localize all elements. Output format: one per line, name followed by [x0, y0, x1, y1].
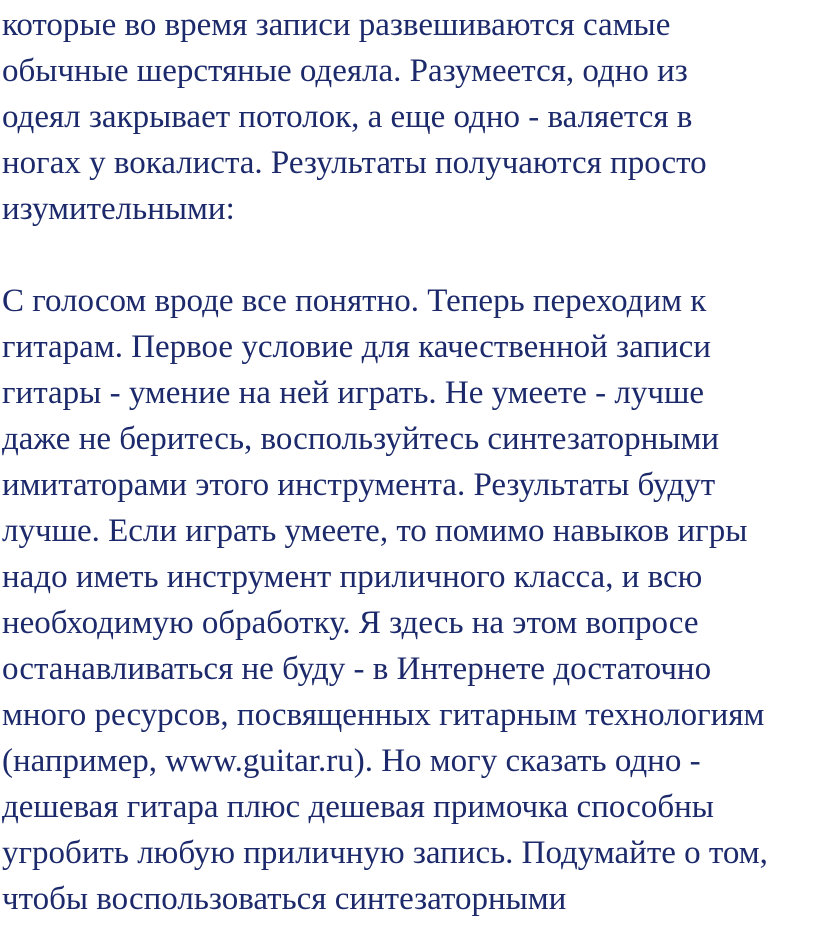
text-line: угробить любую приличную запись. Подумайте о том, — [2, 835, 768, 871]
text-line: изумительными: — [2, 191, 235, 227]
text-line: (например, www.guitar.ru). Но могу сказать одно - — [2, 743, 701, 779]
text-line: одеял закрывает потолок, а еще одно - валяется в — [2, 99, 693, 135]
text-line: которые во время записи развешиваются самые — [2, 7, 671, 43]
text-line: необходимую обработку. Я здесь на этом вопросе — [2, 605, 699, 641]
paragraph-guitars — [2, 278, 814, 922]
text-line: гитарам. Первое условие для качественной записи — [2, 329, 711, 365]
text-line: ногах у вокалиста. Результаты получаются просто — [2, 145, 707, 181]
text-line: много ресурсов, посвященных гитарным технологиям — [2, 697, 765, 733]
document-page — [2, 0, 814, 942]
paragraph-spacer — [2, 232, 814, 278]
text-line: дешевая гитара плюс дешевая примочка способны — [2, 789, 714, 825]
text-line: даже не беритесь, воспользуйтесь синтезаторными — [2, 421, 720, 457]
text-line: лучше. Если играть умеете, то помимо навыков игры — [2, 513, 748, 549]
text-line: С голосом вроде все понятно. Теперь переходим к — [2, 283, 707, 319]
paragraph-blankets — [2, 2, 814, 232]
text-line: останавливаться не буду - в Интернете достаточно — [2, 651, 712, 687]
text-line: обычные шерстяные одеяла. Разумеется, одно из — [2, 53, 688, 89]
text-line: надо иметь инструмент приличного класса, и всю — [2, 559, 703, 595]
text-line: гитары - умение на ней играть. Не умеете - лучше — [2, 375, 705, 411]
text-line: имитаторами этого инструмента. Результаты будут — [2, 467, 716, 503]
text-line: чтобы воспользоваться синтезаторными — [2, 881, 567, 917]
